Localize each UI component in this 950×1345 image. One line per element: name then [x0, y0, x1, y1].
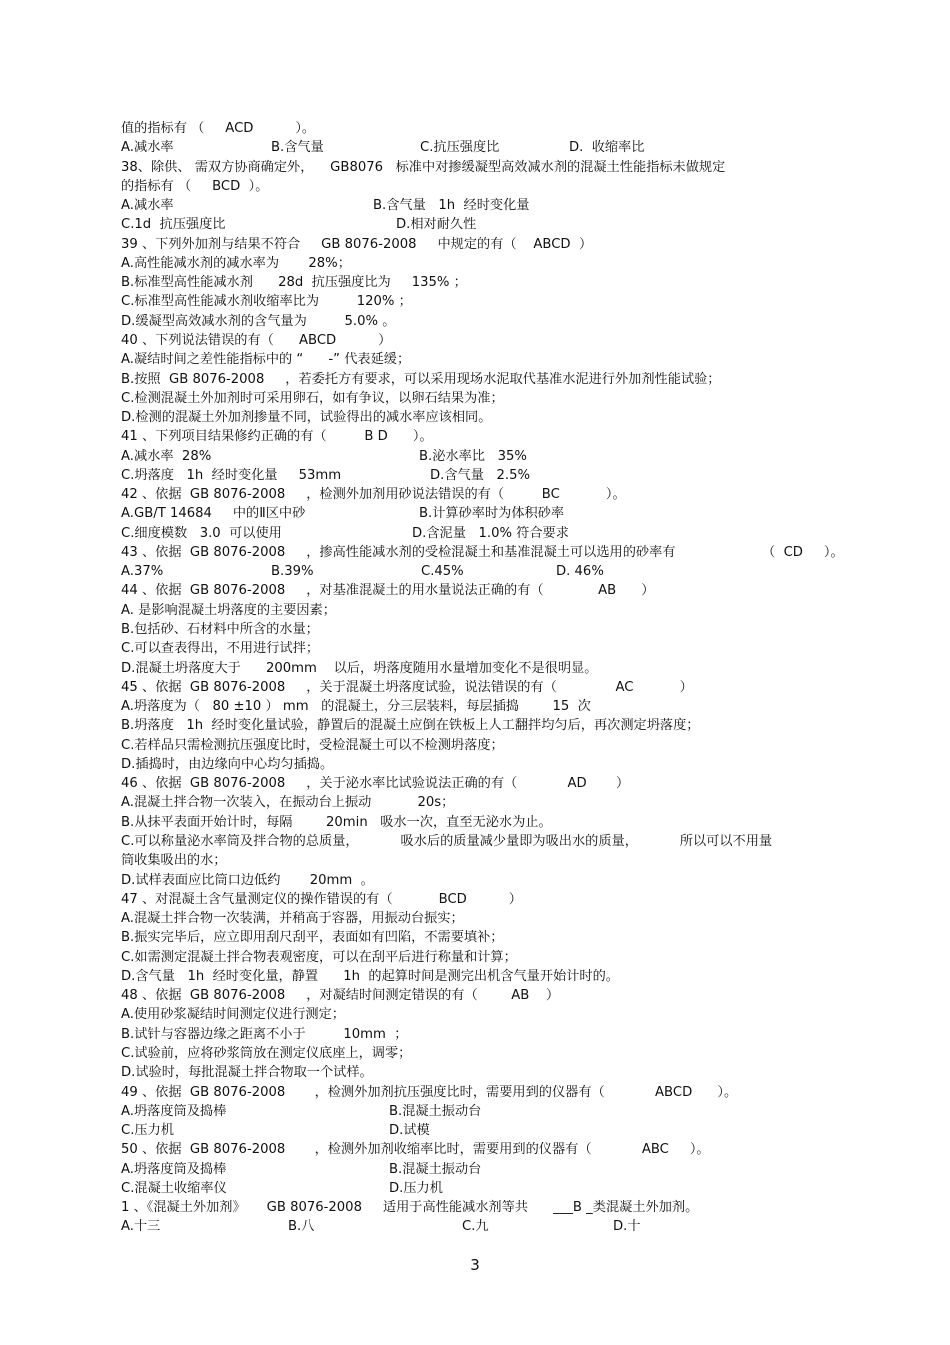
option-text: 43 、依据 GB 8076-2008 ，掺高性能减水剂的受检混凝土和基准混凝土可以选用的砂率有 [121, 544, 676, 560]
line-text: B.从抹平表面开始计时，每隔 20min 吸水一次，直至无泌水为止。 [121, 814, 552, 830]
line-text: 49 、依据 GB 8076-2008 ，检测外加剂抗压强度比时，需要用到的仪器有（ ABCD ）。 [121, 1084, 738, 1100]
line-text: D.试样表面应比筒口边低约 20mm 。 [121, 872, 374, 888]
option-text: D.含气量 2.5% [430, 467, 530, 483]
option-text: C.混凝土收缩率仪 [121, 1180, 227, 1196]
option-text: A.GB/T 14684 中的Ⅱ区中砂 [121, 506, 306, 522]
line-text: D.插捣时，由边缘向中心均匀插捣。 [121, 756, 334, 772]
line-text: D.检测的混凝土外加剂掺量不同，试验得出的减水率应该相同。 [121, 410, 492, 426]
option-text: A.坍落度筒及捣棒 [121, 1161, 227, 1177]
line-text: D.试验时，每批混凝土拌合物取一个试样。 [121, 1065, 373, 1081]
line-text: D.含气量 1h 经时变化量，静置 1h 的起算时间是测完出机含气量开始计时的。 [121, 968, 619, 984]
option-text: A.坍落度筒及捣棒 [121, 1103, 227, 1119]
line-text: D.缓凝型高效减水剂的含气量为 5.0% 。 [121, 313, 396, 329]
option-text: B.含气量 1h 经时变化量 [373, 198, 530, 214]
option-text: C.1d 抗压强度比 [121, 217, 226, 233]
line-text: A.使用砂浆凝结时间测定仪进行测定； [121, 1007, 345, 1023]
option-text: A.十三 [121, 1219, 161, 1235]
option-text: D.压力机 [389, 1180, 443, 1196]
line-text: C.检测混凝土外加剂时可采用卵石，如有争议，以卵石结果为准； [121, 390, 504, 406]
option-text: C.坍落度 1h 经时变化量 53mm [121, 467, 342, 483]
page-number: 3 [470, 1256, 480, 1274]
option-text: A.减水率 [121, 198, 174, 214]
line-text: B.试针与容器边缘之距离不小于 10mm ； [121, 1026, 408, 1042]
option-text: B.泌水率比 35% [419, 448, 527, 464]
line-text: 42 、依据 GB 8076-2008 ，检测外加剂用砂说法错误的有（ BC ）。 [121, 487, 626, 503]
line-text: 40 、下列说法错误的有（ ABCD ） [121, 332, 392, 348]
option-text: B.混凝土振动台 [389, 1103, 482, 1119]
line-text: 筒收集吸出的水； [121, 853, 227, 869]
line-text: C.如需测定混凝土拌合物表观密度，可以在刮平后进行称量和计算； [121, 949, 517, 965]
line-text: B.振实完毕后，应立即用刮尺刮平，表面如有凹陷，不需要填补； [121, 930, 504, 946]
line-text: A.混凝土拌合物一次装入，在振动台上振动 20s； [121, 795, 455, 811]
option-text: B.计算砂率时为体积砂率 [419, 506, 565, 522]
option-text: （ CD ）。 [762, 544, 844, 560]
option-text: B.含气量 [271, 140, 324, 156]
line-text: 值的指标有 （ ACD ）。 [121, 121, 316, 136]
option-text: C.压力机 [121, 1123, 174, 1139]
option-text: D.试模 [389, 1123, 430, 1139]
line-text: 48 、依据 GB 8076-2008 ，对凝结时间测定错误的有（ AB ） [121, 988, 560, 1004]
option-text: A.37% [121, 564, 164, 580]
line-text: A.混凝土拌合物一次装满，并稍高于容器，用振动台振实； [121, 911, 464, 927]
line-text: D.混凝土坍落度大于 200mm 以后，坍落度随用水量增加变化不是很明显。 [121, 660, 598, 676]
line-text: B.标准型高性能减水剂 28d 抗压强度比为 135% ； [121, 275, 467, 291]
line-text: 39 、下列外加剂与结果不符合 GB 8076-2008 中规定的有（ ABCD ） [121, 236, 593, 252]
line-text: 45 、依据 GB 8076-2008 ，关于混凝土坍落度试验，说法错误的有（ AC ） [121, 679, 693, 695]
option-text: C.抗压强度比 [420, 140, 500, 156]
line-text: B.包括砂、石材料中所含的水量； [121, 622, 319, 638]
line-text: B.坍落度 1h 经时变化量试验，静置后的混凝土应倒在铁板上人工翻拌均匀后，再次测定坍落度； [121, 718, 700, 734]
line-text: A.凝结时间之差性能指标中的 “ -” 代表延缓； [121, 352, 411, 368]
line-text: 41 、下列项目结果修约正确的有（ B D ）。 [121, 429, 433, 445]
option-text: B.混凝土振动台 [389, 1161, 482, 1177]
line-text: 44 、依据 GB 8076-2008 ，对基准混凝土的用水量说法正确的有（ AB ） [121, 583, 655, 599]
option-text: C.细度模数 3.0 可以使用 [121, 525, 282, 541]
option-text: D. 46% [556, 564, 604, 580]
line-text: 38、除供、 需双方协商确定外， GB8076 标准中对掺缓凝型高效减水剂的混凝土性能指标未做规定 [121, 159, 726, 175]
option-text: C.45% [421, 564, 464, 580]
line-text: C.试验前，应将砂浆筒放在测定仪底座上，调零； [121, 1045, 412, 1061]
option-text: D.含泥量 1.0% 符合要求 [412, 525, 569, 541]
line-text: C.可以称量泌水率筒及拌合物的总质量， 吸水后的质量减少量即为吸出水的质量， 所以可以不用量 [121, 833, 773, 849]
line-text: A.坍落度为（ 80 ±10 ） mm 的混凝土，分三层装料，每层插捣 15 次 [121, 699, 591, 715]
line-text: 50 、依据 GB 8076-2008 ，检测外加剂收缩率比时，需要用到的仪器有（ ABC ）。 [121, 1142, 710, 1158]
line-text: C.若样品只需检测抗压强度比时，受检混凝土可以不检测坍落度； [121, 737, 504, 753]
line-text: A. 是影响混凝土坍落度的主要因素； [121, 602, 336, 618]
line-text: 1 、《混凝土外加剂》 GB 8076-2008 适用于高性能减水剂等共 ___B _类混凝土外加剂。 [121, 1200, 699, 1216]
line-text: A.高性能减水剂的减水率为 28%； [121, 255, 351, 271]
option-text: D.相对耐久性 [396, 217, 477, 233]
line-text: B.按照 GB 8076-2008 ，若委托方有要求，可以采用现场水泥取代基准水泥进行外加剂性能试验； [121, 371, 721, 387]
option-text: A.减水率 28% [121, 448, 212, 464]
option-text: A.减水率 [121, 140, 174, 156]
line-text: 46 、依据 GB 8076-2008 ，关于泌水率比试验说法正确的有（ AD ） [121, 776, 630, 792]
line-text: C.可以查表得出，不用进行试拌； [121, 641, 320, 657]
option-text: D. 收缩率比 [569, 140, 645, 156]
option-text: B.39% [271, 564, 314, 580]
line-text: C.标准型高性能减水剂收缩率比为 120% ； [121, 294, 412, 310]
option-text: B.八 [288, 1219, 315, 1235]
option-text: D.十 [613, 1219, 641, 1235]
option-text: C.九 [462, 1219, 489, 1235]
line-text: 47 、对混凝土含气量测定仪的操作错误的有（ BCD ） [121, 891, 522, 907]
line-text: 的指标有 （ BCD ）。 [121, 178, 269, 194]
